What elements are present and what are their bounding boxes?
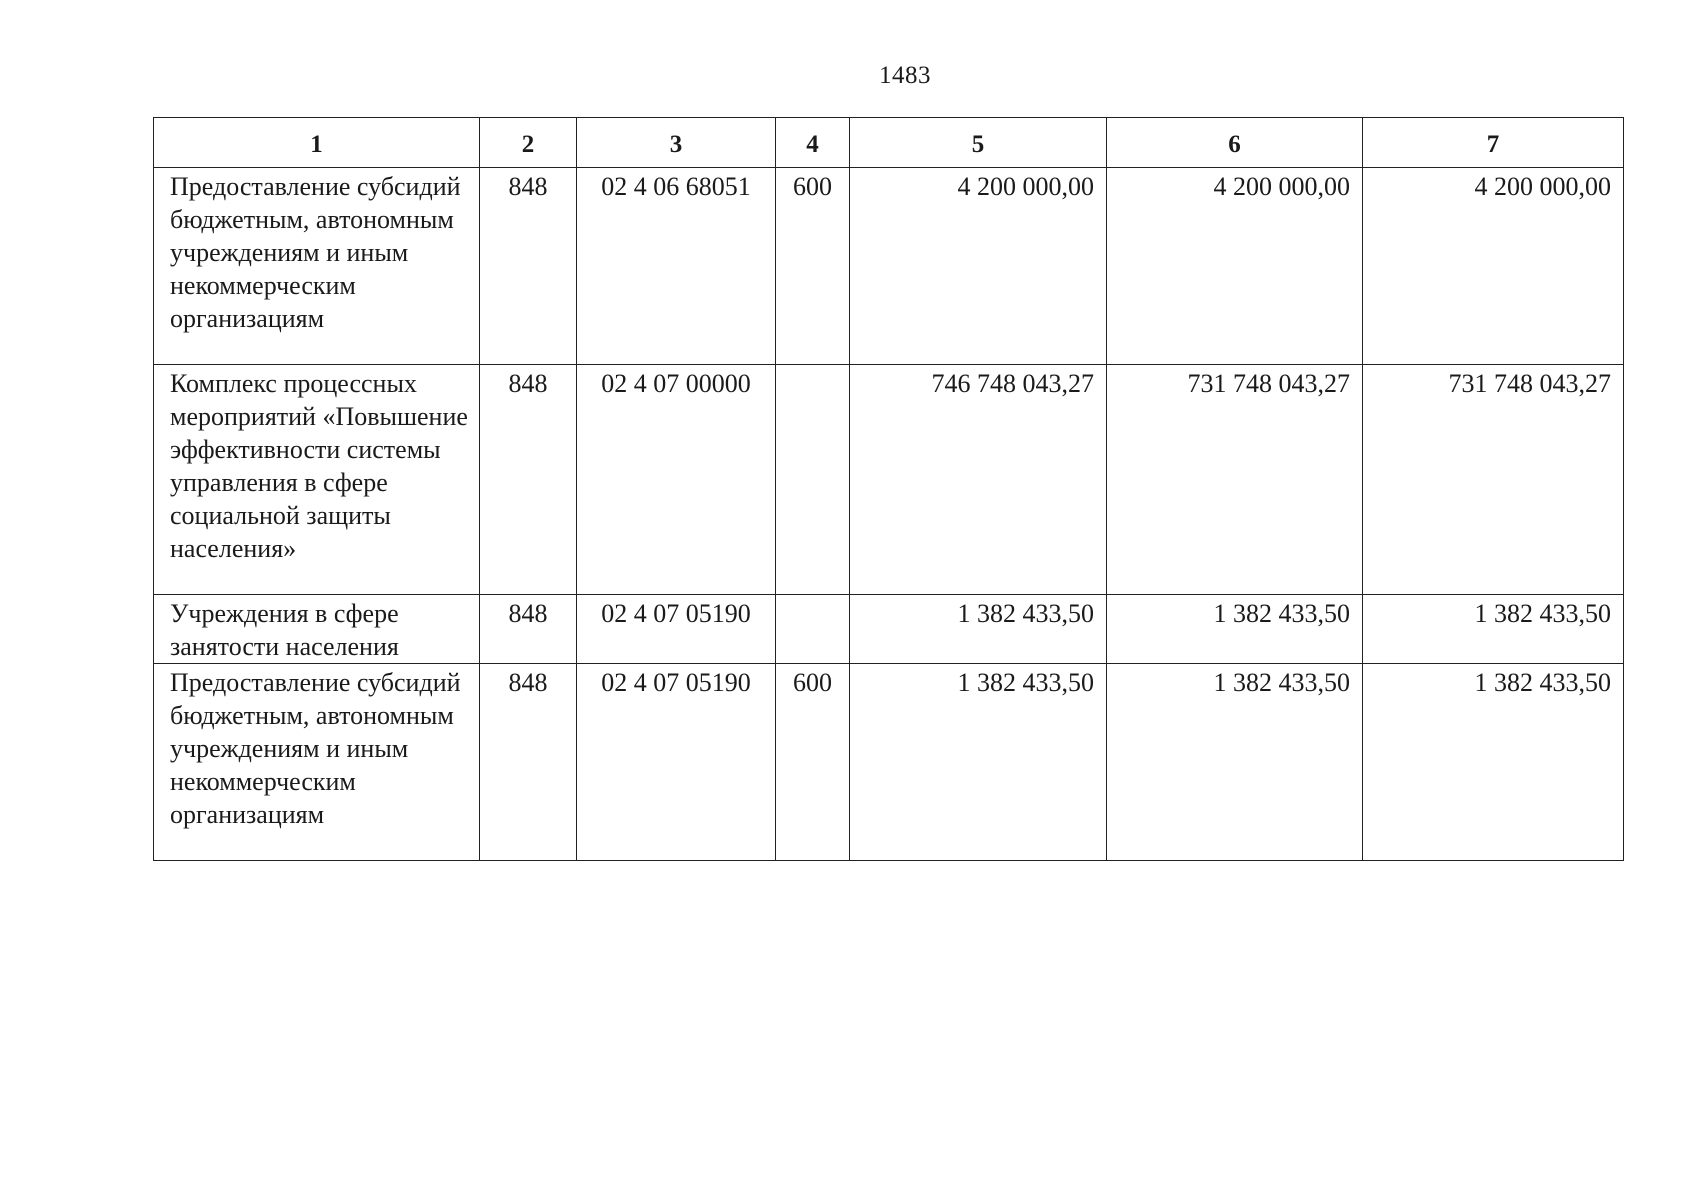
cell-col6: 731 748 043,27 [1107,365,1363,595]
cell-col5: 746 748 043,27 [850,365,1107,595]
row-name: Предоставление субсидий бюджетным, автономным учреждениям и иным некоммерческим организациям [154,664,480,861]
cell-col4: 600 [776,664,850,861]
column-header-3: 3 [577,118,776,168]
page-number: 1483 [879,62,931,89]
column-header-6: 6 [1107,118,1363,168]
table-row [154,168,1624,365]
cell-col7: 1 382 433,50 [1363,664,1624,861]
cell-col4 [776,365,850,595]
cell-col3: 02 4 07 05190 [577,664,776,861]
cell-col4 [776,595,850,664]
budget-table [153,117,1624,861]
cell-col4: 600 [776,168,850,365]
cell-col7: 4 200 000,00 [1363,168,1624,365]
cell-col2: 848 [480,595,577,664]
cell-col2: 848 [480,365,577,595]
column-header-5: 5 [850,118,1107,168]
cell-col6: 1 382 433,50 [1107,595,1363,664]
cell-col5: 1 382 433,50 [850,664,1107,861]
column-header-2: 2 [480,118,577,168]
column-header-7: 7 [1363,118,1624,168]
cell-col2: 848 [480,168,577,365]
cell-col3: 02 4 07 05190 [577,595,776,664]
table-row [154,365,1624,595]
row-name: Учреждения в сфере занятости населения [154,595,480,664]
cell-col7: 731 748 043,27 [1363,365,1624,595]
row-name: Предоставление субсидий бюджетным, автономным учреждениям и иным некоммерческим организациям [154,168,480,365]
column-header-1: 1 [154,118,480,168]
cell-col5: 4 200 000,00 [850,168,1107,365]
column-header-4: 4 [776,118,850,168]
cell-col6: 4 200 000,00 [1107,168,1363,365]
cell-col3: 02 4 07 00000 [577,365,776,595]
table-row [154,664,1624,861]
cell-col5: 1 382 433,50 [850,595,1107,664]
cell-col7: 1 382 433,50 [1363,595,1624,664]
table-header-row [154,118,1624,168]
cell-col3: 02 4 06 68051 [577,168,776,365]
cell-col2: 848 [480,664,577,861]
row-name: Комплекс процессных мероприятий «Повышение эффективности системы управления в сфере социальной защиты населения» [154,365,480,595]
table-row [154,595,1624,664]
cell-col6: 1 382 433,50 [1107,664,1363,861]
